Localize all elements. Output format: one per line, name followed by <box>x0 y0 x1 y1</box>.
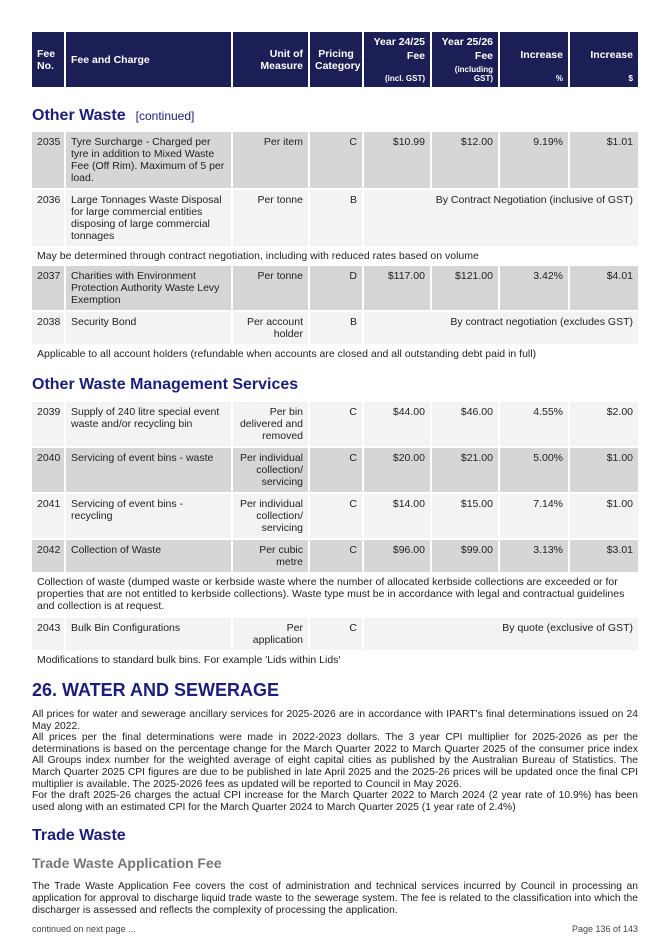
paragraph: The Trade Waste Application Fee covers the cost of administration and technical services incurred by Council in processing an application for approval to discharge liquid trade waste to the sewerage system. The fee is related to the classification into which the discharger is assessed and reflects the complexity of processing the application. <box>32 881 638 916</box>
table-header <box>32 32 638 87</box>
section-trade-waste: Trade Waste <box>32 827 126 845</box>
header-fee-no: Fee No. <box>32 32 64 87</box>
water-paragraphs <box>32 709 638 813</box>
table-row: 2037 Charities with Environment Protection Authority Waste Levy Exemption Per tonne D $117.00 $121.00 3.42% $4.01 <box>32 266 638 310</box>
table-row: 2042 Collection of Waste Per cubic metre C $96.00 $99.00 3.13% $3.01 <box>32 540 638 572</box>
section-other-waste: Other Waste [continued] <box>32 107 195 124</box>
header-unit-of-measure: Unit of Measure <box>233 32 308 87</box>
header-increase-pct: Increase % <box>500 32 568 87</box>
table-row: 2035 Tyre Surcharge - Charged per tyre in addition to Mixed Waste Fee (Off Rim). Maximum of 5 per load. Per item C $10.99 $12.00 9.19% $1.01 <box>32 132 638 188</box>
table-row: 2036 Large Tonnages Waste Disposal for large commercial entities disposing of large commercial tonnages Per tonne B By Contract Negotiation (inclusive of GST) <box>32 190 638 246</box>
other-waste-table <box>32 132 638 364</box>
note: Applicable to all account holders (refundable when accounts are closed and all outstanding debt paid in full) <box>37 348 537 360</box>
note: Collection of waste (dumped waste or kerbside waste where the number of allocated kerbside collections are exceeded or for properties that are not entitled to kerbside collections). Waste type must be in accordance with legal and contractual guidelines and collection is at request. <box>37 576 625 612</box>
paragraph: All prices for water and sewerage ancillary services for 2025-2026 are in accordance with IPART's final determinations issued on 24 May 2022. <box>32 709 638 732</box>
header-pricing-category: Pricing Category <box>310 32 362 87</box>
note: Modifications to standard bulk bins. For example 'Lids within Lids' <box>37 654 341 666</box>
page <box>32 32 638 916</box>
subsection-trade-waste-application-fee: Trade Waste Application Fee <box>32 855 222 872</box>
paragraph: All prices per the final determinations were made in 2022-2023 dollars. The 3 year CPI multiplier for 2025-2026 as per the determinations is based on the percentage change for the March Quarter 2022 to March Quarter 2025 of the consumer price index All Groups index number for the weighted average of eight capital cities as published by the Australian Bureau of Statistics. The March Quarter 2025 CPI figures are due to be published in late April 2025 and the 2025-26 prices will be updated once the final CPI multiplier is available. The 2025-2026 fees as updated will be reported to Council in May 2026. <box>32 732 638 790</box>
footer-page-number: Page 136 of 143 <box>571 924 638 934</box>
footer-continued: continued on next page ... <box>32 924 136 934</box>
owms-table <box>32 402 638 670</box>
table-row: 2039 Supply of 240 litre special event waste and/or recycling bin Per bin delivered and removed C $44.00 $46.00 4.55% $2.00 <box>32 402 638 446</box>
section-water-sewerage: 26. WATER AND SEWERAGE <box>32 680 280 700</box>
section-other-waste-management: Other Waste Management Services <box>32 376 299 393</box>
table-row: 2041 Servicing of event bins - recycling Per individual collection/ servicing C $14.00 $15.00 7.14% $1.00 <box>32 494 638 538</box>
paragraph: For the draft 2025-26 charges the actual CPI increase for the March Quarter 2022 to March 2024 (2 year rate of 10.9%) has been used along with an estimated CPI for the March Quarter 2024 to March Quarter 2025 (1 year rate of 2.4%) <box>32 790 638 813</box>
table-row: 2043 Bulk Bin Configurations Per application C By quote (exclusive of GST) <box>32 618 638 650</box>
header-increase-amt: Increase $ <box>570 32 638 87</box>
header-year-2425: Year 24/25 Fee (incl. GST) <box>364 32 430 87</box>
header-year-2526: Year 25/26 Fee (including GST) <box>432 32 498 87</box>
note: May be determined through contract negotiation, including with reduced rates based on volume <box>37 250 479 262</box>
table-row: 2040 Servicing of event bins - waste Per individual collection/ servicing C $20.00 $21.00 5.00% $1.00 <box>32 448 638 492</box>
table-row: 2038 Security Bond Per account holder B By contract negotiation (excludes GST) <box>32 312 638 344</box>
header-fee-and-charge: Fee and Charge <box>66 32 231 87</box>
